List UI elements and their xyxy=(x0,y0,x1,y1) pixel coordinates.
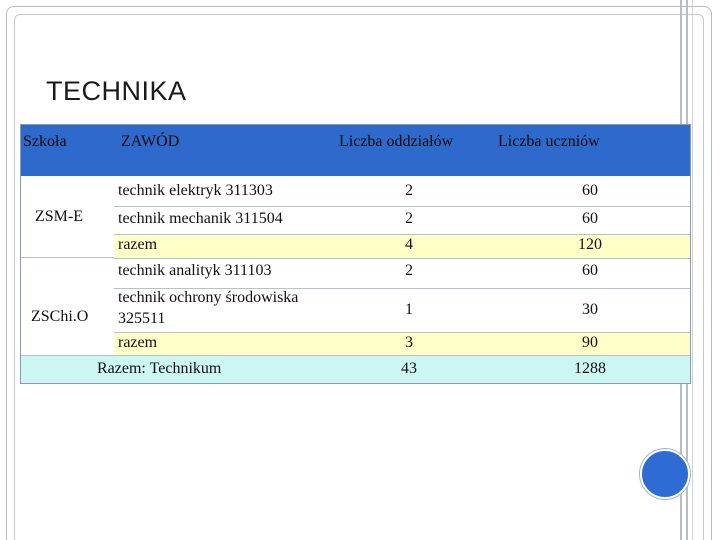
technikum-table xyxy=(20,124,691,384)
total-label: Razem: Technikum xyxy=(97,360,222,377)
row-divider xyxy=(114,206,691,207)
row-divider xyxy=(114,332,691,333)
row-divider xyxy=(114,258,691,259)
students-cell: 60 xyxy=(582,262,598,279)
header-students: Liczba uczniów xyxy=(498,133,600,150)
header-profession: ZAWÓD xyxy=(121,133,180,150)
profession-cell: technik elektryk 311303 xyxy=(118,182,273,199)
decorative-circle-icon xyxy=(640,449,690,499)
profession-cell: technik ochrony środowiska xyxy=(118,289,299,306)
total-classes: 43 xyxy=(401,360,417,377)
classes-cell: 2 xyxy=(405,182,413,199)
classes-cell: 2 xyxy=(405,210,413,227)
profession-cell: technik mechanik 311504 xyxy=(118,210,283,227)
school-cell-zschio xyxy=(21,258,114,355)
header-school: Szkoła xyxy=(23,133,67,150)
slide-title: TECHNIKA xyxy=(46,76,187,106)
header-classes: Liczba oddziałów xyxy=(339,133,454,150)
profession-cell: technik analityk 311103 xyxy=(118,262,272,279)
school-name: ZSChi.O xyxy=(31,308,89,325)
students-cell: 90 xyxy=(582,334,598,351)
school-name: ZSM-E xyxy=(35,208,83,225)
classes-cell: 1 xyxy=(405,301,413,318)
students-cell: 60 xyxy=(582,182,598,199)
students-cell: 60 xyxy=(582,210,598,227)
students-cell: 30 xyxy=(582,301,598,318)
profession-cell-line2: 325511 xyxy=(118,310,166,327)
classes-cell: 4 xyxy=(405,236,413,253)
classes-cell: 2 xyxy=(405,262,413,279)
students-cell: 120 xyxy=(578,236,602,253)
row-divider xyxy=(114,234,691,235)
subtotal-label: razem xyxy=(118,236,158,253)
total-students: 1288 xyxy=(574,360,606,377)
classes-cell: 3 xyxy=(405,334,413,351)
row-divider xyxy=(21,355,691,356)
subtotal-label: razem xyxy=(118,334,158,351)
table-header-row xyxy=(21,125,691,176)
decorative-rail xyxy=(692,0,693,540)
